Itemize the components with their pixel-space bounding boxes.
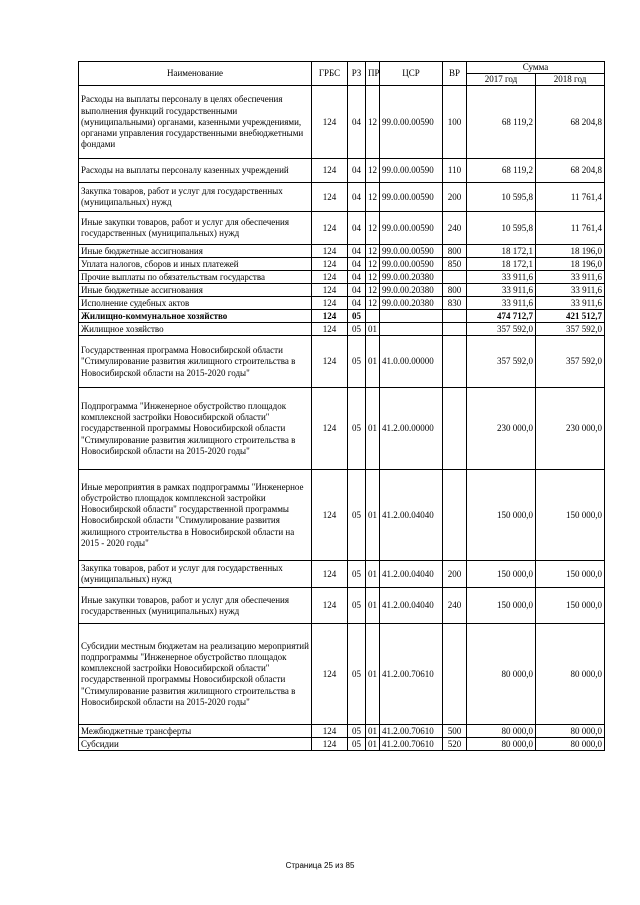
cell-sum-2018: 18 196,0 [536,258,605,271]
cell-rz: 05 [348,388,366,470]
cell-vr: 800 [443,245,467,258]
table-row [79,388,605,470]
table-row [79,86,605,159]
cell-pr: 12 [366,271,380,284]
cell-pr: 01 [366,624,380,725]
header-2017: 2017 год [467,74,536,86]
cell-vr: 500 [443,725,467,738]
cell-sum-2018: 421 512,7 [536,310,605,323]
cell-name: Прочие выплаты по обязательствам государства [79,271,312,284]
cell-pr: 01 [366,725,380,738]
cell-name: Исполнение судебных актов [79,297,312,310]
cell-grbs: 124 [312,588,348,624]
cell-vr [443,271,467,284]
cell-name: Жилищное хозяйство [79,323,312,336]
cell-sum-2017: 357 592,0 [467,323,536,336]
table-row [79,470,605,561]
cell-csr: 41.2.00.00000 [380,388,443,470]
table-row [79,159,605,183]
cell-grbs: 124 [312,738,348,751]
cell-grbs: 124 [312,271,348,284]
header-rz: РЗ [348,62,366,86]
cell-csr [380,310,443,323]
cell-sum-2018: 357 592,0 [536,323,605,336]
cell-name: Иные бюджетные ассигнования [79,245,312,258]
cell-name: Государственная программа Новосибирской области "Стимулирование развития жилищного строительства в Новосибирской области на 2015-2020 годы" [79,336,312,388]
cell-pr: 12 [366,86,380,159]
cell-csr: 41.2.00.70610 [380,738,443,751]
cell-grbs: 124 [312,624,348,725]
table-row [79,284,605,297]
cell-grbs: 124 [312,284,348,297]
cell-vr: 110 [443,159,467,183]
cell-grbs: 124 [312,388,348,470]
table-row [79,245,605,258]
cell-grbs: 124 [312,86,348,159]
table-row [79,183,605,212]
cell-sum-2018: 80 000,0 [536,624,605,725]
cell-grbs: 124 [312,245,348,258]
cell-vr [443,336,467,388]
cell-vr: 520 [443,738,467,751]
cell-grbs: 124 [312,159,348,183]
cell-rz: 04 [348,183,366,212]
cell-sum-2017: 33 911,6 [467,297,536,310]
cell-name: Расходы на выплаты персоналу казенных учреждений [79,159,312,183]
cell-sum-2018: 68 204,8 [536,86,605,159]
cell-vr [443,388,467,470]
cell-pr: 01 [366,336,380,388]
cell-sum-2017: 33 911,6 [467,271,536,284]
cell-sum-2018: 80 000,0 [536,738,605,751]
cell-name: Иные мероприятия в рамках подпрограммы "Инженерное обустройство площадок комплексной застройки Новосибирской области" государственной программы Новосибирской области "Стимулирование развития жилищного строительства в Новосибирской области на 2015 - 2020 годы" [79,470,312,561]
cell-vr: 850 [443,258,467,271]
cell-name: Субсидии [79,738,312,751]
cell-rz: 05 [348,561,366,588]
header-grbs: ГРБС [312,62,348,86]
cell-csr: 99.0.00.20380 [380,284,443,297]
cell-pr: 01 [366,388,380,470]
cell-grbs: 124 [312,258,348,271]
cell-sum-2018: 11 761,4 [536,212,605,245]
cell-csr: 41.2.00.70610 [380,624,443,725]
cell-sum-2017: 150 000,0 [467,561,536,588]
table-row [79,588,605,624]
cell-pr: 01 [366,588,380,624]
cell-csr: 99.0.00.00590 [380,159,443,183]
cell-csr: 99.0.00.20380 [380,271,443,284]
cell-pr: 12 [366,297,380,310]
cell-sum-2018: 68 204,8 [536,159,605,183]
cell-csr: 99.0.00.00590 [380,212,443,245]
cell-sum-2018: 150 000,0 [536,588,605,624]
cell-csr: 99.0.00.00590 [380,245,443,258]
cell-sum-2017: 150 000,0 [467,470,536,561]
cell-vr [443,323,467,336]
cell-csr: 41.2.00.04040 [380,561,443,588]
cell-name: Закупка товаров, работ и услуг для государственных (муниципальных) нужд [79,183,312,212]
cell-vr: 830 [443,297,467,310]
cell-grbs: 124 [312,183,348,212]
cell-name: Межбюджетные трансферты [79,725,312,738]
table-row [79,323,605,336]
cell-csr [380,323,443,336]
table-row [79,336,605,388]
cell-sum-2018: 357 592,0 [536,336,605,388]
cell-rz: 05 [348,336,366,388]
cell-vr: 200 [443,561,467,588]
cell-rz: 05 [348,624,366,725]
cell-csr: 99.0.00.00590 [380,258,443,271]
cell-grbs: 124 [312,561,348,588]
cell-vr [443,470,467,561]
cell-pr: 01 [366,738,380,751]
table-row [79,271,605,284]
table-row [79,258,605,271]
cell-csr: 41.2.00.04040 [380,470,443,561]
table-row [79,738,605,751]
cell-rz: 04 [348,297,366,310]
table-row [79,212,605,245]
cell-csr: 41.2.00.04040 [380,588,443,624]
cell-pr: 12 [366,245,380,258]
cell-sum-2018: 80 000,0 [536,725,605,738]
cell-rz: 04 [348,245,366,258]
cell-sum-2018: 33 911,6 [536,284,605,297]
cell-sum-2017: 68 119,2 [467,86,536,159]
cell-csr: 41.2.00.70610 [380,725,443,738]
cell-grbs: 124 [312,725,348,738]
cell-rz: 04 [348,284,366,297]
cell-name: Жилищно-коммунальное хозяйство [79,310,312,323]
cell-pr: 01 [366,323,380,336]
page-number: Страница 25 из 85 [285,861,355,870]
header-name: Наименование [79,62,312,86]
cell-vr: 240 [443,588,467,624]
cell-sum-2017: 474 712,7 [467,310,536,323]
table-body [79,86,605,751]
cell-csr: 41.0.00.00000 [380,336,443,388]
cell-sum-2018: 150 000,0 [536,561,605,588]
cell-rz: 05 [348,725,366,738]
cell-rz: 04 [348,271,366,284]
cell-vr [443,310,467,323]
cell-name: Субсидии местным бюджетам на реализацию мероприятий подпрограммы "Инженерное обустройство площадок комплексной застройки Новосибирской области" государственной программы Новосибирской области "Стимулирование развития жилищного строительства в Новосибирской области на 2015-2020 годы" [79,624,312,725]
cell-sum-2017: 18 172,1 [467,245,536,258]
cell-name: Иные бюджетные ассигнования [79,284,312,297]
header-sum: Сумма [467,62,605,74]
cell-rz: 04 [348,258,366,271]
cell-pr: 01 [366,470,380,561]
cell-sum-2017: 230 000,0 [467,388,536,470]
header-pr: ПР [366,62,380,86]
cell-sum-2018: 18 196,0 [536,245,605,258]
cell-vr: 100 [443,86,467,159]
cell-name: Закупка товаров, работ и услуг для государственных (муниципальных) нужд [79,561,312,588]
budget-table [78,61,605,751]
cell-rz: 04 [348,86,366,159]
cell-sum-2018: 33 911,6 [536,297,605,310]
cell-rz: 05 [348,310,366,323]
cell-sum-2017: 80 000,0 [467,624,536,725]
cell-grbs: 124 [312,297,348,310]
cell-sum-2017: 10 595,8 [467,212,536,245]
header-csr: ЦСР [380,62,443,86]
cell-grbs: 124 [312,212,348,245]
cell-sum-2017: 10 595,8 [467,183,536,212]
cell-vr: 200 [443,183,467,212]
header-vr: ВР [443,62,467,86]
cell-csr: 99.0.00.20380 [380,297,443,310]
cell-vr [443,624,467,725]
cell-vr: 240 [443,212,467,245]
table-row [79,297,605,310]
table-row [79,310,605,323]
cell-grbs: 124 [312,470,348,561]
cell-sum-2017: 33 911,6 [467,284,536,297]
cell-rz: 04 [348,212,366,245]
cell-vr: 800 [443,284,467,297]
cell-csr: 99.0.00.00590 [380,86,443,159]
cell-sum-2017: 68 119,2 [467,159,536,183]
cell-grbs: 124 [312,323,348,336]
cell-sum-2018: 11 761,4 [536,183,605,212]
cell-name: Иные закупки товаров, работ и услуг для обеспечения государственных (муниципальных) нужд [79,588,312,624]
cell-pr: 01 [366,561,380,588]
table-row [79,624,605,725]
table-header [79,62,605,86]
cell-sum-2018: 33 911,6 [536,271,605,284]
cell-grbs: 124 [312,310,348,323]
cell-pr: 12 [366,183,380,212]
cell-csr: 99.0.00.00590 [380,183,443,212]
cell-pr: 12 [366,258,380,271]
cell-pr: 12 [366,284,380,297]
cell-name: Уплата налогов, сборов и иных платежей [79,258,312,271]
cell-sum-2017: 80 000,0 [467,738,536,751]
cell-sum-2018: 230 000,0 [536,388,605,470]
header-2018: 2018 год [536,74,605,86]
cell-rz: 05 [348,470,366,561]
cell-pr [366,310,380,323]
cell-sum-2017: 150 000,0 [467,588,536,624]
cell-rz: 04 [348,159,366,183]
cell-pr: 12 [366,159,380,183]
table-row [79,725,605,738]
cell-name: Подпрограмма "Инженерное обустройство площадок комплексной застройки Новосибирской области" государственной программы Новосибирской области "Стимулирование развития жилищного строительства в Новосибирской области на 2015-2020 годы" [79,388,312,470]
cell-sum-2017: 18 172,1 [467,258,536,271]
cell-sum-2018: 150 000,0 [536,470,605,561]
cell-rz: 05 [348,738,366,751]
cell-rz: 05 [348,588,366,624]
cell-sum-2017: 80 000,0 [467,725,536,738]
cell-pr: 12 [366,212,380,245]
cell-name: Иные закупки товаров, работ и услуг для обеспечения государственных (муниципальных) нужд [79,212,312,245]
cell-sum-2017: 357 592,0 [467,336,536,388]
cell-grbs: 124 [312,336,348,388]
table-row [79,561,605,588]
cell-name: Расходы на выплаты персоналу в целях обеспечения выполнения функций государственными (муниципальными) органами, казенными учреждениями, органами управления государственными внебюджетными фондами [79,86,312,159]
cell-rz: 05 [348,323,366,336]
